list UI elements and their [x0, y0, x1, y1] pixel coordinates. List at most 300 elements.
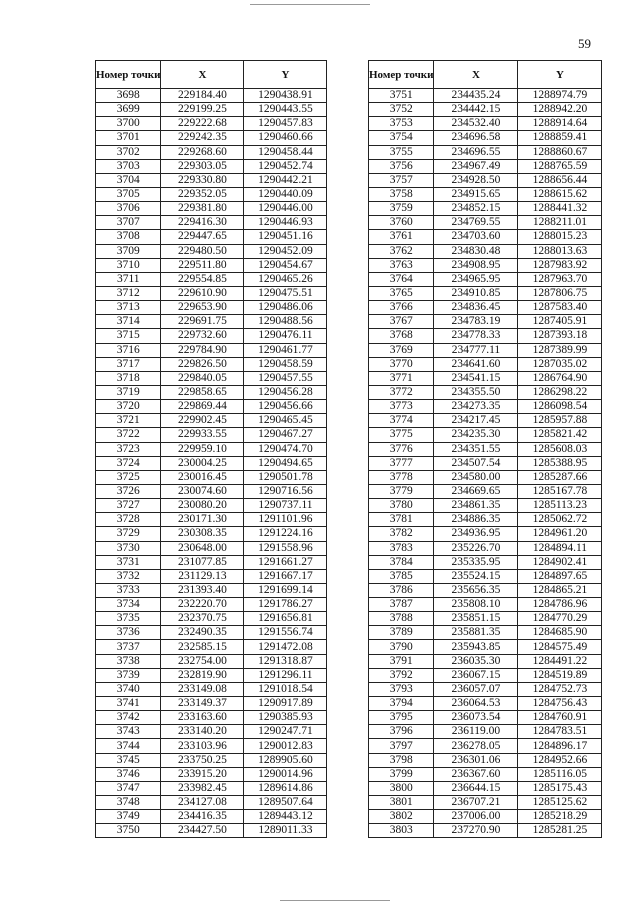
cell-y: 1291786.27	[244, 598, 327, 612]
cell-x: 229199.25	[161, 103, 244, 117]
cell-point-number: 3710	[96, 258, 161, 272]
cell-point-number: 3766	[369, 301, 434, 315]
cell-point-number: 3755	[369, 145, 434, 159]
cell-point-number: 3725	[96, 470, 161, 484]
table-row	[96, 810, 327, 824]
table-row	[369, 286, 602, 300]
cell-x: 234910.85	[434, 286, 518, 300]
cell-x: 229330.80	[161, 173, 244, 187]
cell-y: 1290440.09	[244, 187, 327, 201]
cell-y: 1290452.74	[244, 159, 327, 173]
cell-x: 234967.49	[434, 159, 518, 173]
table-row	[96, 173, 327, 187]
cell-y: 1284770.29	[518, 612, 602, 626]
cell-point-number: 3770	[369, 357, 434, 371]
cell-point-number: 3714	[96, 315, 161, 329]
table-row	[369, 385, 602, 399]
cell-y: 1291667.17	[244, 569, 327, 583]
cell-y: 1288015.23	[518, 230, 602, 244]
cell-y: 1290465.26	[244, 272, 327, 286]
cell-y: 1290457.83	[244, 117, 327, 131]
table-row	[96, 697, 327, 711]
cell-point-number: 3788	[369, 612, 434, 626]
cell-point-number: 3709	[96, 244, 161, 258]
cell-y: 1290460.66	[244, 131, 327, 145]
table-row	[369, 371, 602, 385]
coordinates-table-left	[95, 60, 327, 838]
cell-y: 1287389.99	[518, 343, 602, 357]
cell-y: 1290438.91	[244, 89, 327, 103]
table-row	[96, 470, 327, 484]
cell-y: 1289011.33	[244, 824, 327, 838]
cell-y: 1284952.66	[518, 753, 602, 767]
cell-point-number: 3777	[369, 456, 434, 470]
cell-x: 234427.50	[161, 824, 244, 838]
cell-x: 229933.55	[161, 428, 244, 442]
cell-y: 1290486.06	[244, 301, 327, 315]
cell-x: 230648.00	[161, 541, 244, 555]
cell-x: 235335.95	[434, 555, 518, 569]
cell-point-number: 3708	[96, 230, 161, 244]
cell-point-number: 3704	[96, 173, 161, 187]
table-row	[369, 89, 602, 103]
cell-x: 229653.90	[161, 301, 244, 315]
cell-y: 1290456.28	[244, 385, 327, 399]
cell-x: 236301.06	[434, 753, 518, 767]
cell-x: 229184.40	[161, 89, 244, 103]
cell-y: 1290442.21	[244, 173, 327, 187]
cell-y: 1288211.01	[518, 216, 602, 230]
cell-x: 235808.10	[434, 598, 518, 612]
cell-x: 229511.80	[161, 258, 244, 272]
cell-y: 1290494.65	[244, 456, 327, 470]
cell-y: 1291661.27	[244, 555, 327, 569]
table-row	[96, 583, 327, 597]
cell-y: 1285957.88	[518, 414, 602, 428]
table-row	[369, 456, 602, 470]
cell-y: 1288859.41	[518, 131, 602, 145]
table-row	[96, 230, 327, 244]
cell-x: 234435.24	[434, 89, 518, 103]
table-row	[96, 258, 327, 272]
cell-x: 229554.85	[161, 272, 244, 286]
table-row	[96, 711, 327, 725]
cell-x: 234442.15	[434, 103, 518, 117]
cell-y: 1290446.93	[244, 216, 327, 230]
cell-x: 231077.85	[161, 555, 244, 569]
cell-y: 1291699.14	[244, 583, 327, 597]
cell-point-number: 3703	[96, 159, 161, 173]
cell-x: 233163.60	[161, 711, 244, 725]
cell-x: 234915.65	[434, 187, 518, 201]
cell-x: 234777.11	[434, 343, 518, 357]
cell-x: 229480.50	[161, 244, 244, 258]
table-row	[369, 315, 602, 329]
cell-x: 234696.55	[434, 145, 518, 159]
cell-y: 1284783.51	[518, 725, 602, 739]
cell-point-number: 3739	[96, 668, 161, 682]
cell-x: 234696.58	[434, 131, 518, 145]
cell-x: 229840.05	[161, 371, 244, 385]
cell-y: 1285175.43	[518, 781, 602, 795]
cell-y: 1285113.23	[518, 499, 602, 513]
table-row	[96, 244, 327, 258]
table-row	[369, 527, 602, 541]
cell-point-number: 3700	[96, 117, 161, 131]
table-row	[369, 555, 602, 569]
cell-point-number: 3747	[96, 781, 161, 795]
cell-y: 1290454.67	[244, 258, 327, 272]
table-row	[96, 89, 327, 103]
table-row	[369, 541, 602, 555]
cell-point-number: 3750	[96, 824, 161, 838]
cell-y: 1290014.96	[244, 767, 327, 781]
cell-y: 1290465.45	[244, 414, 327, 428]
cell-point-number: 3776	[369, 442, 434, 456]
cell-point-number: 3785	[369, 569, 434, 583]
table-row	[369, 272, 602, 286]
cell-point-number: 3749	[96, 810, 161, 824]
table-row	[369, 173, 602, 187]
cell-point-number: 3763	[369, 258, 434, 272]
cell-point-number: 3737	[96, 640, 161, 654]
table-row	[96, 725, 327, 739]
cell-y: 1290488.56	[244, 315, 327, 329]
cell-x: 236644.15	[434, 781, 518, 795]
cell-point-number: 3803	[369, 824, 434, 838]
cell-point-number: 3727	[96, 499, 161, 513]
cell-point-number: 3786	[369, 583, 434, 597]
cell-y: 1291018.54	[244, 682, 327, 696]
cell-point-number: 3736	[96, 626, 161, 640]
cell-x: 231129.13	[161, 569, 244, 583]
cell-point-number: 3723	[96, 442, 161, 456]
cell-y: 1285125.62	[518, 796, 602, 810]
cell-y: 1291656.81	[244, 612, 327, 626]
cell-x: 229268.60	[161, 145, 244, 159]
cell-point-number: 3782	[369, 527, 434, 541]
cell-x: 234769.55	[434, 216, 518, 230]
cell-x: 234783.19	[434, 315, 518, 329]
cell-point-number: 3795	[369, 711, 434, 725]
table-row	[369, 244, 602, 258]
cell-point-number: 3753	[369, 117, 434, 131]
cell-x: 232585.15	[161, 640, 244, 654]
cell-y: 1287035.02	[518, 357, 602, 371]
cell-y: 1288441.32	[518, 202, 602, 216]
table-row	[96, 145, 327, 159]
table-row	[96, 484, 327, 498]
cell-y: 1288615.62	[518, 187, 602, 201]
table-row	[96, 286, 327, 300]
cell-y: 1289614.86	[244, 781, 327, 795]
cell-x: 234355.50	[434, 385, 518, 399]
cell-y: 1284519.89	[518, 668, 602, 682]
table-row	[96, 216, 327, 230]
table-row	[369, 682, 602, 696]
cell-y: 1288974.79	[518, 89, 602, 103]
cell-x: 234235.30	[434, 428, 518, 442]
cell-point-number: 3792	[369, 668, 434, 682]
cell-x: 237006.00	[434, 810, 518, 824]
cell-x: 230016.45	[161, 470, 244, 484]
header-y: Y	[244, 61, 327, 89]
cell-y: 1290446.00	[244, 202, 327, 216]
cell-x: 229242.35	[161, 131, 244, 145]
cell-x: 233750.25	[161, 753, 244, 767]
cell-x: 233915.20	[161, 767, 244, 781]
cell-point-number: 3724	[96, 456, 161, 470]
cell-y: 1286098.54	[518, 400, 602, 414]
table-row	[369, 668, 602, 682]
cell-y: 1290012.83	[244, 739, 327, 753]
cell-x: 231393.40	[161, 583, 244, 597]
table-row	[369, 343, 602, 357]
cell-y: 1289905.60	[244, 753, 327, 767]
table-row	[369, 569, 602, 583]
cell-x: 234886.35	[434, 513, 518, 527]
table-row	[369, 357, 602, 371]
table-row	[96, 371, 327, 385]
cell-x: 236119.00	[434, 725, 518, 739]
cell-x: 234127.08	[161, 796, 244, 810]
cell-point-number: 3784	[369, 555, 434, 569]
table-row	[369, 230, 602, 244]
cell-y: 1288942.20	[518, 103, 602, 117]
table-row	[96, 626, 327, 640]
table-row	[96, 456, 327, 470]
cell-point-number: 3730	[96, 541, 161, 555]
table-row	[369, 739, 602, 753]
cell-point-number: 3748	[96, 796, 161, 810]
cell-y: 1289507.64	[244, 796, 327, 810]
cell-y: 1284756.43	[518, 697, 602, 711]
cell-x: 234273.35	[434, 400, 518, 414]
cell-point-number: 3711	[96, 272, 161, 286]
table-row	[369, 428, 602, 442]
table-row	[96, 767, 327, 781]
coordinates-table-right	[368, 60, 602, 838]
cell-y: 1287963.70	[518, 272, 602, 286]
page-number: 59	[578, 36, 591, 51]
table-row	[96, 569, 327, 583]
cell-x: 235226.70	[434, 541, 518, 555]
cell-x: 229902.45	[161, 414, 244, 428]
cell-x: 232370.75	[161, 612, 244, 626]
table-row	[96, 513, 327, 527]
table-row	[96, 796, 327, 810]
cell-x: 236073.54	[434, 711, 518, 725]
cell-x: 235943.85	[434, 640, 518, 654]
table-row	[369, 513, 602, 527]
cell-point-number: 3801	[369, 796, 434, 810]
table-row	[369, 583, 602, 597]
table-row	[96, 824, 327, 838]
table-row	[96, 159, 327, 173]
cell-point-number: 3765	[369, 286, 434, 300]
table-row	[369, 711, 602, 725]
cell-x: 230074.60	[161, 484, 244, 498]
cell-point-number: 3771	[369, 371, 434, 385]
table-header-row	[96, 61, 327, 89]
cell-x: 234965.95	[434, 272, 518, 286]
cell-y: 1288860.67	[518, 145, 602, 159]
table-row	[369, 654, 602, 668]
cell-x: 230171.30	[161, 513, 244, 527]
cell-point-number: 3800	[369, 781, 434, 795]
cell-y: 1290476.11	[244, 329, 327, 343]
cell-y: 1291556.74	[244, 626, 327, 640]
cell-x: 234928.50	[434, 173, 518, 187]
cell-point-number: 3734	[96, 598, 161, 612]
cell-point-number: 3743	[96, 725, 161, 739]
cell-point-number: 3778	[369, 470, 434, 484]
cell-point-number: 3772	[369, 385, 434, 399]
table-row	[96, 781, 327, 795]
cell-x: 234778.33	[434, 329, 518, 343]
table-row	[369, 781, 602, 795]
cell-y: 1291296.11	[244, 668, 327, 682]
table-row	[96, 131, 327, 145]
table-row	[369, 626, 602, 640]
cell-y: 1284897.65	[518, 569, 602, 583]
cell-y: 1285218.29	[518, 810, 602, 824]
table-row	[96, 654, 327, 668]
table-row	[369, 131, 602, 145]
header-x: X	[161, 61, 244, 89]
cell-point-number: 3774	[369, 414, 434, 428]
table-row	[369, 470, 602, 484]
cell-point-number: 3707	[96, 216, 161, 230]
cell-x: 235851.15	[434, 612, 518, 626]
table-row	[96, 329, 327, 343]
cell-x: 234936.95	[434, 527, 518, 541]
cell-point-number: 3787	[369, 598, 434, 612]
cell-x: 233140.20	[161, 725, 244, 739]
table-row	[96, 428, 327, 442]
cell-y: 1290737.11	[244, 499, 327, 513]
cell-y: 1287583.40	[518, 301, 602, 315]
cell-point-number: 3716	[96, 343, 161, 357]
cell-point-number: 3745	[96, 753, 161, 767]
table-row	[369, 767, 602, 781]
cell-x: 229381.80	[161, 202, 244, 216]
cell-point-number: 3758	[369, 187, 434, 201]
cell-y: 1284865.21	[518, 583, 602, 597]
table-row	[369, 258, 602, 272]
table-row	[369, 159, 602, 173]
table-row	[96, 400, 327, 414]
cell-point-number: 3768	[369, 329, 434, 343]
cell-x: 235524.15	[434, 569, 518, 583]
cell-y: 1290501.78	[244, 470, 327, 484]
cell-x: 229784.90	[161, 343, 244, 357]
table-row	[369, 145, 602, 159]
cell-point-number: 3798	[369, 753, 434, 767]
cell-point-number: 3764	[369, 272, 434, 286]
cell-x: 234416.35	[161, 810, 244, 824]
cell-point-number: 3797	[369, 739, 434, 753]
header-y: Y	[518, 61, 602, 89]
cell-y: 1290458.59	[244, 357, 327, 371]
cell-point-number: 3719	[96, 385, 161, 399]
cell-y: 1287393.18	[518, 329, 602, 343]
cell-y: 1285116.05	[518, 767, 602, 781]
cell-point-number: 3790	[369, 640, 434, 654]
cell-x: 229416.30	[161, 216, 244, 230]
cell-x: 233149.37	[161, 697, 244, 711]
cell-x: 229732.60	[161, 329, 244, 343]
cell-x: 236278.05	[434, 739, 518, 753]
header-x: X	[434, 61, 518, 89]
cell-x: 236367.60	[434, 767, 518, 781]
cell-point-number: 3802	[369, 810, 434, 824]
cell-point-number: 3701	[96, 131, 161, 145]
cell-y: 1286298.22	[518, 385, 602, 399]
table-row	[369, 301, 602, 315]
cell-x: 234507.54	[434, 456, 518, 470]
cell-y: 1290458.44	[244, 145, 327, 159]
cell-x: 234830.48	[434, 244, 518, 258]
cell-y: 1290467.27	[244, 428, 327, 442]
cell-y: 1284491.22	[518, 654, 602, 668]
cell-x: 236067.15	[434, 668, 518, 682]
cell-y: 1290474.70	[244, 442, 327, 456]
cell-y: 1291472.08	[244, 640, 327, 654]
cell-x: 229610.90	[161, 286, 244, 300]
table-row	[369, 640, 602, 654]
cell-point-number: 3705	[96, 187, 161, 201]
cell-x: 229959.10	[161, 442, 244, 456]
header-point-number: Номер точки	[96, 61, 161, 89]
cell-x: 234580.00	[434, 470, 518, 484]
cell-y: 1290475.51	[244, 286, 327, 300]
table-row	[369, 103, 602, 117]
cell-point-number: 3762	[369, 244, 434, 258]
cell-x: 236057.07	[434, 682, 518, 696]
cell-y: 1290452.09	[244, 244, 327, 258]
cell-y: 1290385.93	[244, 711, 327, 725]
cell-y: 1285821.42	[518, 428, 602, 442]
cell-y: 1287806.75	[518, 286, 602, 300]
cell-x: 235656.35	[434, 583, 518, 597]
table-row	[96, 682, 327, 696]
cell-y: 1285062.72	[518, 513, 602, 527]
table-header-row	[369, 61, 602, 89]
cell-point-number: 3735	[96, 612, 161, 626]
cell-x: 237270.90	[434, 824, 518, 838]
cell-y: 1284896.17	[518, 739, 602, 753]
cell-y: 1288013.63	[518, 244, 602, 258]
cell-y: 1284961.20	[518, 527, 602, 541]
cell-point-number: 3698	[96, 89, 161, 103]
cell-point-number: 3752	[369, 103, 434, 117]
table-row	[96, 315, 327, 329]
cell-y: 1285281.25	[518, 824, 602, 838]
cell-point-number: 3699	[96, 103, 161, 117]
cell-point-number: 3733	[96, 583, 161, 597]
table-row	[96, 499, 327, 513]
cell-point-number: 3722	[96, 428, 161, 442]
cell-y: 1290917.89	[244, 697, 327, 711]
cell-x: 235881.35	[434, 626, 518, 640]
table-row	[96, 739, 327, 753]
table-row	[369, 810, 602, 824]
table-row	[369, 187, 602, 201]
cell-y: 1285608.03	[518, 442, 602, 456]
table-row	[369, 202, 602, 216]
cell-x: 232819.90	[161, 668, 244, 682]
